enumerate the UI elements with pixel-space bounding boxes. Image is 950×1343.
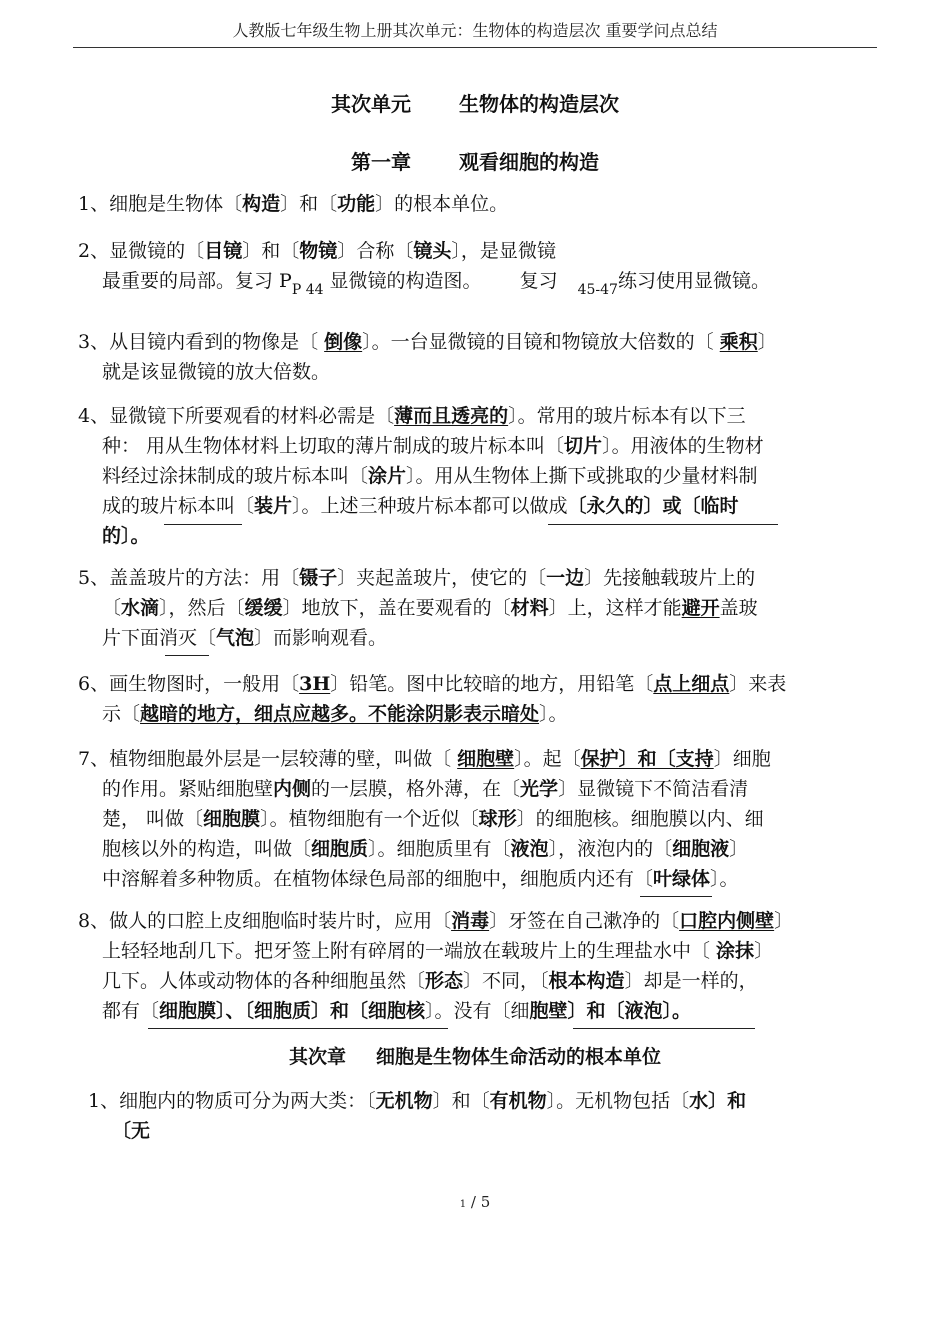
spaced-char: 镜 xyxy=(147,240,167,262)
answer: 根本构造 xyxy=(548,970,625,992)
spaced-char: 镜 xyxy=(223,240,243,262)
page-ref: P 44 xyxy=(291,282,324,298)
answer: 液泡 xyxy=(510,838,549,860)
spaced-char: 是 xyxy=(479,240,499,262)
text: 〕。 xyxy=(539,703,568,725)
chapter1-title xyxy=(0,146,950,175)
answer: 〔永久的〕或〔临时 xyxy=(567,495,739,517)
decorative-stroke xyxy=(165,655,209,656)
text: 〕。无机物包括〔 xyxy=(546,1090,690,1112)
spaced-char: 微 xyxy=(128,240,148,262)
spaced-char: 显 xyxy=(498,240,518,262)
text: 〕，液泡内的〔 xyxy=(548,838,673,860)
text: 的作用。紧贴细胞壁 xyxy=(102,778,274,800)
unit-title-left: 其次单元 xyxy=(331,92,411,116)
text: 最重要的局部。复习 P xyxy=(102,270,292,292)
answer: 乘积 xyxy=(719,331,758,353)
spaced-char: 〔 xyxy=(394,240,414,262)
spaced-char: 镜 xyxy=(413,240,433,262)
answer: 细胞膜〕、〔细胞质〕和〔细胞核 xyxy=(159,1000,426,1022)
spaced-char: 物 xyxy=(299,240,319,262)
text: 〕，然后〔 xyxy=(159,597,245,619)
answer: 细胞质 xyxy=(311,838,369,860)
spaced-char: 头 xyxy=(432,240,452,262)
answer: 胞壁〕和〔液泡〕。 xyxy=(529,1000,692,1022)
text: 〕。用从生物体上撕下或挑取的少量材料制 xyxy=(406,465,758,487)
text: 上轻轻地刮几下。把牙签上附有碎屑的一端放在载玻片上的生理盐水中〔 xyxy=(102,940,717,962)
text: 〕的根本单位。 xyxy=(375,193,509,215)
text: 5、盖盖玻片的方法：用〔 xyxy=(78,567,300,589)
text: 料经过涂抹制成的玻片标本叫〔 xyxy=(102,465,369,487)
text: 复习 xyxy=(519,270,558,292)
text: 〕 xyxy=(729,838,749,860)
answer: 细胞膜 xyxy=(203,808,261,830)
text: 显微镜的构造图。 xyxy=(323,270,482,292)
answer: 水滴 xyxy=(121,597,160,619)
chapter1-title-right: 观看细胞的构造 xyxy=(459,150,599,174)
text: 〕先接触载玻片上的 xyxy=(584,567,756,589)
text: 〕细胞 xyxy=(713,748,771,770)
text: 1、细胞是生物体〔 xyxy=(78,193,243,215)
text: 4、显微镜下所要观看的材料必需是〔 xyxy=(78,405,395,427)
text: 〕。起〔 xyxy=(514,748,581,770)
spaced-char: 〕 xyxy=(242,240,262,262)
answer: 〔无 xyxy=(112,1120,151,1142)
text: 示〔 xyxy=(102,703,141,725)
answer: 构造 xyxy=(242,193,281,215)
text: 盖玻 xyxy=(719,597,758,619)
chapter2-title-right: 细胞是生物体生命活动的根本单位 xyxy=(376,1046,662,1068)
answer: 点上细点 xyxy=(653,673,730,695)
text: 几下。人体或动物体的各种细胞虽然〔 xyxy=(102,970,426,992)
page-number: 1 xyxy=(459,1199,467,1210)
answer: 内侧 xyxy=(273,778,312,800)
text: 〕。细胞质里有〔 xyxy=(368,838,511,860)
answer: 细胞液 xyxy=(672,838,730,860)
text: 〕。上述三种玻片标本都可以做成 xyxy=(292,495,568,517)
chapter1-title-left: 第一章 xyxy=(351,150,411,174)
answer: 越暗的地方，细点应越多。不能涂阴影表示暗处 xyxy=(140,703,540,725)
text: 成的玻片标本叫〔 xyxy=(102,495,255,517)
spaced-char: 〔 xyxy=(280,240,300,262)
text: 〕来表 xyxy=(729,673,787,695)
text: 〕而影响观看。 xyxy=(254,627,388,649)
answer: 避开 xyxy=(681,597,720,619)
spaced-char: 〔 xyxy=(185,240,205,262)
decorative-stroke xyxy=(640,896,712,897)
answer: 有机物 xyxy=(489,1090,547,1112)
text: 1、细胞内的物质可分为两大类：〔 xyxy=(88,1090,376,1112)
text: 〕和〔 xyxy=(280,193,338,215)
answer: 涂片 xyxy=(368,465,407,487)
paragraph-3 xyxy=(78,327,875,387)
spaced-char: 镜 xyxy=(536,240,556,262)
text: 〕铅笔。图中比较暗的地方，用铅笔〔 xyxy=(330,673,654,695)
page-footer xyxy=(0,1193,950,1211)
answer: 材料 xyxy=(510,597,549,619)
text: 7、植物细胞最外层是一层较薄的壁，叫做〔 xyxy=(78,748,458,770)
paragraph-2 xyxy=(78,236,875,298)
spaced-char: 目 xyxy=(204,240,224,262)
text: 〕地放下，盖在要观看的〔 xyxy=(282,597,511,619)
text: 胞核以外的构造，叫做〔 xyxy=(102,838,312,860)
answer: 一边 xyxy=(546,567,585,589)
answer: 水〕和 xyxy=(689,1090,747,1112)
text: 中溶解着多种物质。在植物体绿色局部的细胞中，细胞质内还有〔 xyxy=(102,868,654,890)
answer: 薄而且透亮的 xyxy=(394,405,509,427)
running-header: 人教版七年级生物上册其次单元：生物体的构造层次 重要学问点总结 xyxy=(232,21,718,40)
decorative-stroke xyxy=(164,524,242,525)
text: 〕上，这样才能 xyxy=(548,597,682,619)
decorative-stroke xyxy=(573,1028,755,1029)
spaced-char: 2 xyxy=(78,240,91,262)
spaced-char: 镜 xyxy=(318,240,338,262)
page-total: / 5 xyxy=(466,1193,491,1211)
answer: 叶绿体 xyxy=(653,868,711,890)
answer: 镊子 xyxy=(299,567,338,589)
answer: 球形 xyxy=(478,808,517,830)
text: 3、从目镜内看到的物像是〔 xyxy=(78,331,325,353)
text: 8、做人的口腔上皮细胞临时装片时，应用〔 xyxy=(78,910,452,932)
paragraph-8 xyxy=(78,906,875,1026)
spaced-char: 微 xyxy=(517,240,537,262)
paragraph-1 xyxy=(78,189,875,219)
paragraph-2-line-1 xyxy=(78,236,875,266)
text: 〕显微镜下不简洁看清 xyxy=(558,778,749,800)
chapter2-title-left: 其次章 xyxy=(288,1046,346,1068)
text: 〕 xyxy=(754,940,774,962)
text: 〕。 xyxy=(710,868,739,890)
answer: 的〕。 xyxy=(102,525,150,547)
answer: 消毒 xyxy=(451,910,490,932)
answer: 缓缓 xyxy=(244,597,283,619)
text: 〕却是一样的， xyxy=(624,970,758,992)
text: 〕。一台显微镜的目镜和物镜放大倍数的〔 xyxy=(362,331,720,353)
unit-title-right: 生物体的构造层次 xyxy=(459,92,619,116)
text: 〕 xyxy=(774,910,794,932)
text: 〕不同，〔 xyxy=(463,970,549,992)
answer: 气泡 xyxy=(216,627,255,649)
spaced-char: 和 xyxy=(261,240,281,262)
spaced-char: 、 xyxy=(90,240,110,262)
answer: 口腔内侧壁 xyxy=(679,910,775,932)
answer: 倒像 xyxy=(324,331,363,353)
text: 种： 用从生物体材料上切取的薄片制成的玻片标本叫〔 xyxy=(102,435,565,457)
answer: 形态 xyxy=(425,970,464,992)
text: 〕。没有〔细 xyxy=(425,1000,530,1022)
spaced-char: 显 xyxy=(109,240,129,262)
answer: 切片 xyxy=(564,435,603,457)
spaced-char: 的 xyxy=(166,240,186,262)
text: 〔 xyxy=(102,597,122,619)
text: 6、画生物图时，一般用〔 xyxy=(78,673,300,695)
text: 就是该显微镜的放大倍数。 xyxy=(102,361,331,383)
answer: 装片 xyxy=(254,495,293,517)
answer: 涂抹 xyxy=(716,940,755,962)
text: 〕牙签在自己漱净的〔 xyxy=(489,910,680,932)
page-ref: 45-47 xyxy=(577,282,618,298)
answer: 光学 xyxy=(520,778,559,800)
text: 〕夹起盖玻片，使它的〔 xyxy=(337,567,547,589)
text: 片下面消灭〔 xyxy=(102,627,217,649)
unit-title xyxy=(0,88,950,117)
header-rule xyxy=(73,47,877,48)
answer: 3H xyxy=(299,673,331,695)
text: 楚， 叫做〔 xyxy=(102,808,204,830)
spaced-char: 合 xyxy=(356,240,376,262)
spaced-char: 称 xyxy=(375,240,395,262)
decorative-stroke xyxy=(148,1028,448,1029)
text: 〕 xyxy=(757,331,777,353)
answer: 无机物 xyxy=(375,1090,433,1112)
text: 〕。用液体的生物材 xyxy=(602,435,764,457)
text: 〕和〔 xyxy=(432,1090,490,1112)
paragraph-5 xyxy=(78,563,875,653)
text: 都有〔 xyxy=(102,1000,160,1022)
paragraph-4 xyxy=(78,401,875,551)
text: 的一层膜，格外薄，在〔 xyxy=(311,778,521,800)
text: 练习使用显微镜。 xyxy=(617,270,770,292)
text: 〕的细胞核。细胞膜以内、细 xyxy=(516,808,764,830)
answer: 功能 xyxy=(337,193,376,215)
text: 〕。常用的玻片标本有以下三 xyxy=(508,405,746,427)
paragraph-7 xyxy=(78,744,875,894)
answer: 细胞壁 xyxy=(457,748,515,770)
text: 〕。植物细胞有一个近似〔 xyxy=(260,808,479,830)
paragraph-6 xyxy=(78,669,875,729)
decorative-stroke xyxy=(548,524,778,525)
spaced-char: 〕， xyxy=(451,240,480,262)
chapter2-title xyxy=(0,1042,950,1069)
answer: 保护〕和〔支持 xyxy=(580,748,714,770)
chapter2-paragraph-1 xyxy=(88,1086,875,1146)
spaced-char: 〕 xyxy=(337,240,357,262)
